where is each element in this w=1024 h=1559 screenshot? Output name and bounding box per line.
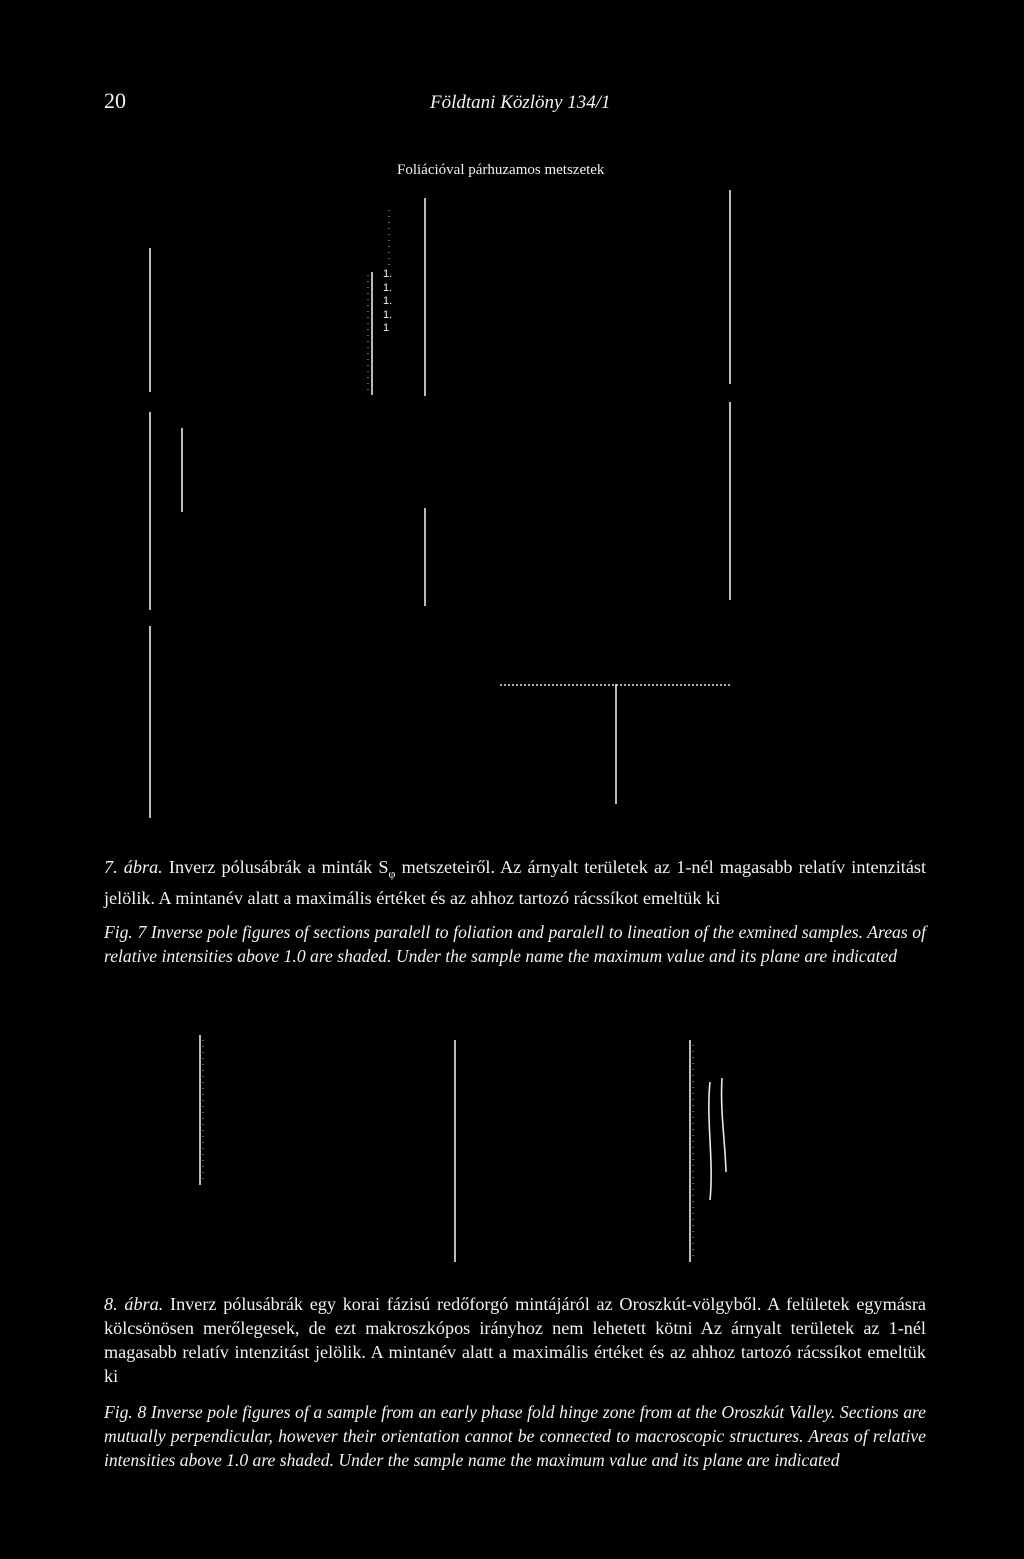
journal-title: Földtani Közlöny 134/1 [430,92,611,113]
scale-label: 1 [383,322,390,334]
fig8-curve [722,1078,726,1172]
page-number: 20 [104,88,126,113]
figure7-section-title: Foliációval párhuzamos metszetek [397,162,605,178]
figure7-label: 7. ábra. [104,857,163,877]
figure7-caption-hu-post: metszeteiről. Az árnyalt területek az 1-nél magasabb relatív intenzitást jelölik. A mintanév alatt a maximális értéket és az ahhoz tartozó rácssíkot emeltük ki [104,857,927,908]
figure8-label: 8. ábra. [104,1294,164,1314]
figure8-caption-hu [104,1292,926,1388]
figure7-caption-hu-sub: φ [388,866,396,881]
figure7-caption-hu-pre: Inverz pólusábrák a minták S [168,857,389,877]
scale-label: 1. [383,295,393,307]
figure8-caption-hu-text: Inverz pólusábrák egy korai fázisú redőforgó mintájáról az Oroszkút-völgyből. A felületek egymásra kölcsönösen merőlegesek, de ezt makroszkópos irányhoz nem lehetett kötni Az árnyalt területek az 1-nél magasabb relatív intenzitást jelölik. A mintanév alatt a maximális értéket és az ahhoz tartozó rácssíkot emeltük ki [104,1294,926,1386]
fig8-curve [709,1082,711,1200]
figure8-caption-en: Fig. 8 Inverse pole figures of a sample from an early phase fold hinge zone from at the Oroszkút Valley. Sections are mutually perpendicular, however their orientation cannot be connected to macroscopic structures. Areas of relative intensities above 1.0 are shaded. Under the sample name the maximum value and its plane are indicated [104,1402,926,1470]
scale-label: 1. [383,268,393,280]
figure7-caption-en: Fig. 7 Inverse pole figures of sections paralell to foliation and paralell to lineation of the exmined samples. Areas of relative intensities above 1.0 are shaded. Under the sample name the maximum value and its plane are indicated [104,922,926,966]
scale-label: 1. [383,308,393,321]
scale-label: 1. [383,281,393,294]
